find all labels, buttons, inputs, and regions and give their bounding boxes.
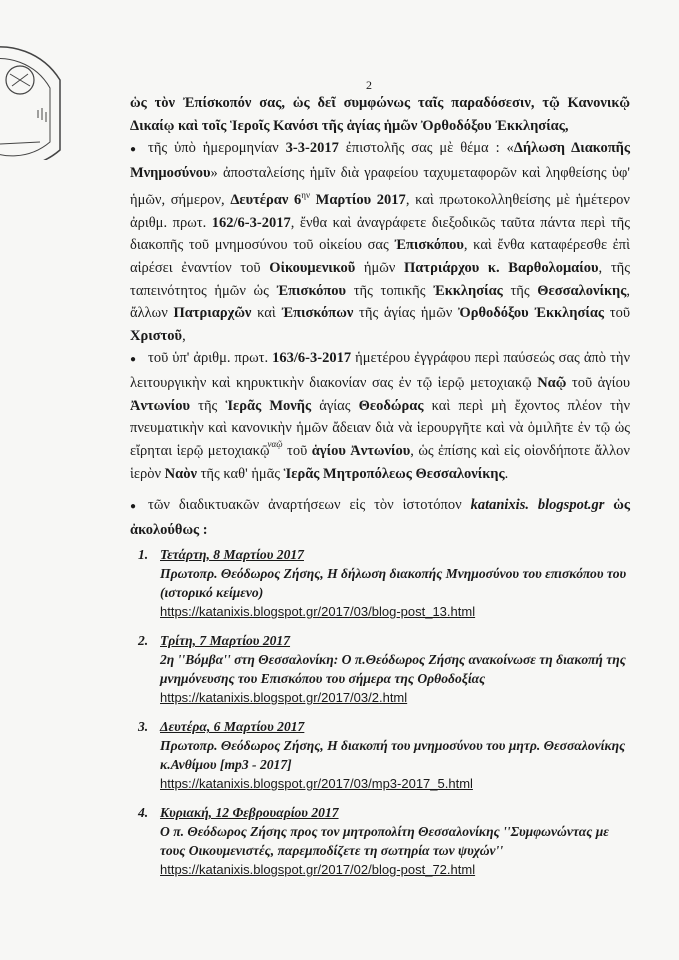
post-title: Πρωτοπρ. Θεόδωρος Ζήσης, Η δήλωση διακοπής Μνημοσύνου του επισκόπου του (ιστορικό κείμενο) <box>160 566 627 601</box>
text: . <box>504 466 509 483</box>
text: , ἔνθα καὶ ἀναγράφετε διεξοδικῶς ταῦτα πάντα περὶ τῆς διακοπῆς τοῦ μνημοσύνου τοῦ οἰκείου σας <box>130 214 630 254</box>
handwritten-insertion: ναῷ <box>267 438 283 449</box>
text: τῆς τοπικῆς <box>346 282 434 299</box>
item-number: 3. <box>138 719 149 735</box>
text: , <box>182 327 186 344</box>
emphasis: Ναὸν <box>164 466 197 483</box>
emphasis: Πατριαρχῶν <box>173 305 252 322</box>
post-title: 2η ''Βόμβα'' στη Θεσσαλονίκη: Ο π.Θεόδωρος Ζήσης ανακοίνωσε τη διακοπή της μνημόνευσης του Επισκόπου του σήμερα της Ορθοδοξίας <box>160 652 626 687</box>
text: , ἄλλων <box>130 282 630 322</box>
seal-stamp <box>0 40 72 160</box>
text: , καὶ ἔνθα καταφέρεσθε ἐπὶ αἱρέσει ἐναντίον τοῦ <box>130 237 630 276</box>
emphasis: Ἱερᾶς Μονῆς <box>225 397 312 414</box>
text: τῆς <box>189 397 226 414</box>
item-number: 4. <box>138 805 149 821</box>
list-item <box>130 803 630 879</box>
letter-body <box>130 92 630 889</box>
protocol-number: 163/6-3-2017 <box>272 350 352 367</box>
text: καὶ περὶ μὴ ἔχοντος πλέον τὴν πνευματικὴν καὶ κανονικὴν ἡμῶν ἄδειαν διὰ νὰ ἱερουργῆτε καὶ νὰ ὁμιλῆτε ἐν τῷ ὡς εἴρηται ἱερῷ μετοχιακῷ <box>130 397 630 459</box>
emphasis: Χριστοῦ <box>130 327 183 344</box>
emphasis: Οἰκουμενικοῦ <box>269 259 356 276</box>
bullet-icon: ● <box>130 500 137 512</box>
date-text: Μαρτίου 2017 <box>310 192 406 209</box>
emphasis: Ναῷ <box>537 374 567 391</box>
page-number: 2 <box>366 78 372 92</box>
text: » ἀποσταλείσης ἡμῖν διὰ γραφείου ταχυμεταφορῶν καὶ ληφθείσης ὑφ' ἡμῶν, σήμερον, <box>130 164 630 209</box>
emphasis: Ἐπισκόπου <box>276 282 347 299</box>
text: τῆς ἁγίας ἡμῶν <box>353 305 458 322</box>
superscript: ην <box>301 190 311 201</box>
post-date: Τρίτη, 7 Μαρτίου 2017 <box>160 633 291 649</box>
bullet-icon: ● <box>130 354 137 366</box>
post-link[interactable]: https://katanixis.blogspot.gr/2017/03/blog-post_13.html <box>160 604 476 620</box>
text: τῆς ὑπὸ ἡμερομηνίαν <box>148 140 286 157</box>
text: τῆς <box>502 282 538 299</box>
text: ἁγίας <box>311 397 359 414</box>
text: καὶ <box>251 305 282 322</box>
emphasis: Ἐκκλησίας <box>433 282 503 299</box>
text: ἡμῶν <box>355 259 405 276</box>
emphasis: Ἀντωνίου <box>130 397 190 414</box>
emphasis: Ἐπισκόπων <box>281 305 354 322</box>
text: ἡμετέρου ἐγγράφου περὶ παύσεώς σας ἀπὸ τὴν λειτουργικὴν καὶ κηρυκτικὴν διακονίαν σας ἐν τῷ ἱερῷ μετοχιακῷ <box>130 350 631 391</box>
text: τῶν διαδικτυακῶν ἀναρτήσεων εἰς τὸν ἱστοτόπον <box>148 496 471 513</box>
post-link[interactable]: https://katanixis.blogspot.gr/2017/03/2.html <box>160 690 408 706</box>
post-title: Πρωτοπρ. Θεόδωρος Ζήσης, Η διακοπή του μνημοσύνου του μητρ. Θεσσαλονίκης κ.Ανθίμου [mp3 - 2017] <box>160 738 626 773</box>
emphasis: Θεσσαλονίκης <box>537 282 627 299</box>
list-item <box>130 545 630 621</box>
list-item <box>130 717 630 793</box>
protocol-number: 162/6-3-2017 <box>211 214 291 231</box>
emphasis: Πατριάρχου κ. Βαρθολομαίου <box>404 259 599 276</box>
text: τοῦ ἁγίου <box>566 374 630 391</box>
text: , καὶ πρωτοκολληθείσης μὲ ἡμέτερον ἀριθμ. πρωτ. <box>130 192 630 231</box>
website-name: katanixis. blogspot.gr <box>470 496 605 513</box>
text: τοῦ <box>282 442 312 459</box>
text: τῆς καθ' ἡμᾶς <box>196 466 284 483</box>
date-text: 3-3-2017 <box>285 140 339 157</box>
text: , τῆς ταπεινότητος ἡμῶν ὡς <box>130 259 630 299</box>
text: τοῦ ὑπ' ἀριθμ. πρωτ. <box>148 350 273 367</box>
emphasis: Ἐπισκόπου <box>394 237 464 254</box>
paragraph-letter-reference <box>130 137 630 347</box>
item-number: 2. <box>138 633 149 649</box>
emphasis: Ὀρθοδόξου Ἐκκλησίας <box>458 305 605 322</box>
text: ἐπιστολῆς σας μὲ θέμα : « <box>338 140 514 157</box>
paragraph-suspension-reference <box>130 347 630 486</box>
post-date: Τετάρτη, 8 Μαρτίου 2017 <box>160 547 304 563</box>
bullet-icon: ● <box>130 144 137 156</box>
emphasis: ἁγίου Ἀντωνίου <box>311 442 411 459</box>
post-date: Δευτέρα, 6 Μαρτίου 2017 <box>160 719 305 735</box>
item-number: 1. <box>138 547 149 563</box>
emphasis: Ἱερᾶς Μητροπόλεως Θεσσαλονίκης <box>283 466 505 483</box>
text: ὡς ἀκολούθως : <box>130 496 631 538</box>
text: , ὡς ἐπίσης καὶ εἰς οἱονδήποτε ἄλλον ἱερὸν <box>130 442 630 483</box>
post-date: Κυριακή, 12 Φεβρουαρίου 2017 <box>160 805 339 821</box>
emphasis: Θεοδώρας <box>358 397 424 414</box>
subject-text: Δήλωση Διακοπῆς Μνημοσύνου <box>130 140 630 181</box>
post-link[interactable]: https://katanixis.blogspot.gr/2017/03/mp3-2017_5.html <box>160 776 473 792</box>
post-list <box>130 545 630 879</box>
paragraph-intro <box>130 92 630 137</box>
text: τοῦ <box>604 305 631 322</box>
post-title: Ο π. Θεόδωρος Ζήσης προς τον μητροπολίτη Θεσσαλονίκης ''Συμφωνώντας με τους Οικουμενιστές, παρεμποδίζετε τη σωτηρία των ψυχών'' <box>160 824 609 859</box>
post-link[interactable]: https://katanixis.blogspot.gr/2017/02/blog-post_72.html <box>160 862 476 878</box>
list-item <box>130 631 630 707</box>
paragraph-web-posts <box>130 494 630 541</box>
date-text: Δευτέραν 6 <box>230 192 302 209</box>
intro-text: ὡς τὸν Ἐπίσκοπόν σας, ὡς δεῖ συμφώνως ταῖς παραδόσεσιν, τῷ Κανονικῷ Δικαίῳ καὶ τοῖς Ἱεροῖς Κανόσι τῆς ἁγίας ἡμῶν Ὀρθοδόξου Ἐκκλησίας, <box>130 95 630 134</box>
